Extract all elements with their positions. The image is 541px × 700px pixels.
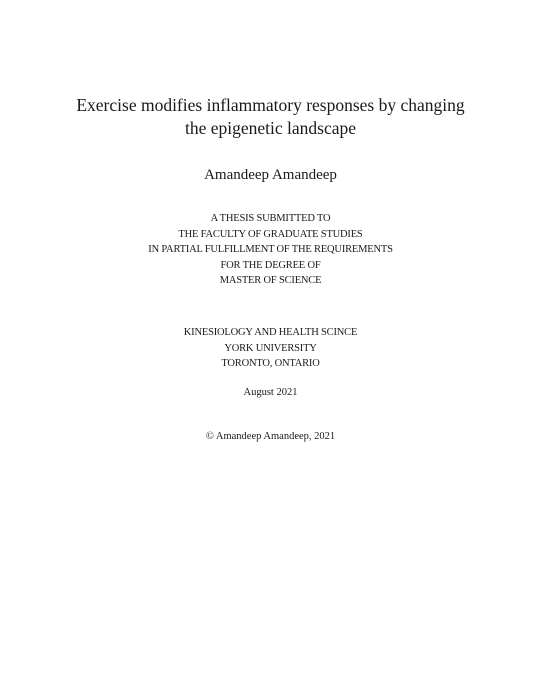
submission-date: August 2021 — [243, 387, 298, 398]
submission-line-1: A THESIS SUBMITTED TO — [210, 213, 331, 224]
copyright-notice: © Amandeep Amandeep, 2021 — [205, 431, 336, 442]
submission-statement — [0, 211, 541, 289]
university-name: YORK UNIVERSITY — [224, 342, 317, 354]
thesis-title — [0, 94, 541, 140]
thesis-title-line-2: the epigenetic landscape — [184, 118, 357, 138]
submission-line-2: THE FACULTY OF GRADUATE STUDIES — [178, 228, 363, 240]
university-location: TORONTO, ONTARIO — [221, 358, 320, 369]
submission-line-4: FOR THE DEGREE OF — [220, 259, 321, 271]
submission-line-5: MASTER OF SCIENCE — [219, 275, 322, 286]
thesis-title-line-1: Exercise modifies inflammatory responses by changing — [76, 95, 465, 115]
author-name: Amandeep Amandeep — [204, 167, 337, 183]
institution-block — [0, 325, 541, 372]
submission-line-3: IN PARTIAL FULFILLMENT OF THE REQUIREMENTS — [148, 244, 393, 255]
department-name: KINESIOLOGY AND HEALTH SCINCE — [183, 327, 358, 338]
